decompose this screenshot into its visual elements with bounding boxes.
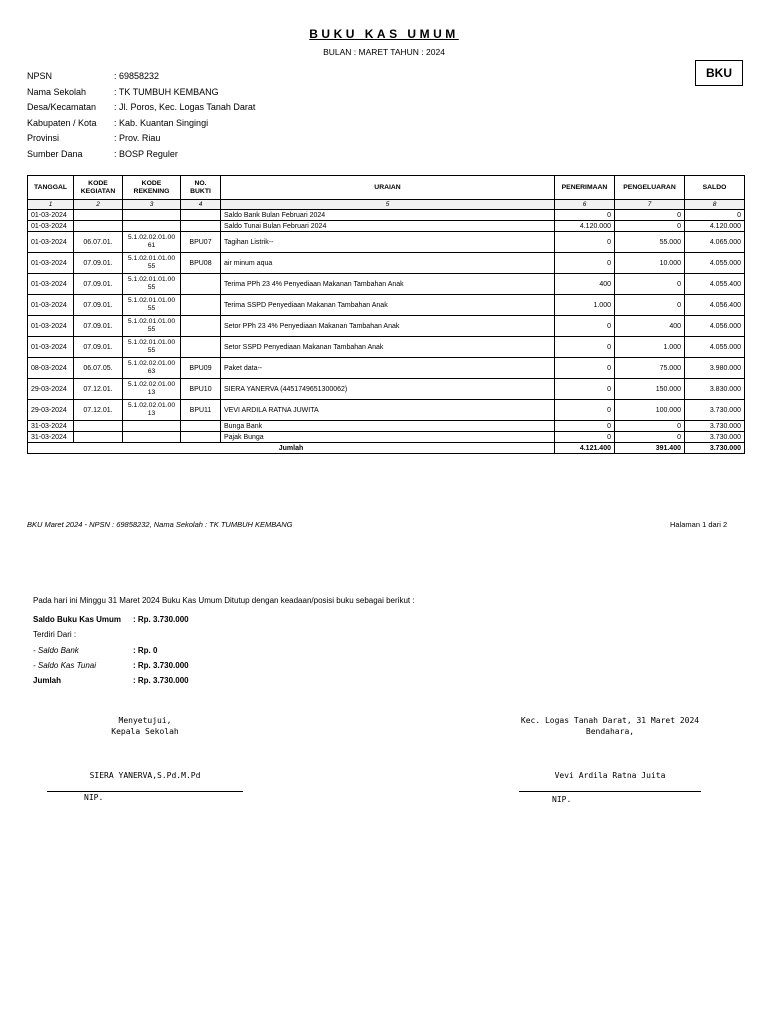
cell-bukti: BPU10 (181, 379, 221, 400)
cell-kegiatan: 07.12.01. (74, 379, 123, 400)
cell-saldo: 4.056.400 (685, 295, 745, 316)
info-value: : Jl. Poros, Kec. Logas Tanah Darat (114, 102, 256, 112)
cell-uraian: Paket data-- (221, 358, 555, 379)
principal-title: Kepala Sekolah (111, 727, 179, 736)
cell-penerimaan: 0 (555, 400, 615, 421)
cell-penerimaan: 0 (555, 358, 615, 379)
cell-uraian: SIERA YANERVA (4451749651300062) (221, 379, 555, 400)
total-saldo: 3.730.000 (685, 443, 745, 454)
cell-rekening (123, 421, 181, 432)
cell-tanggal: 01-03-2024 (28, 210, 74, 221)
cell-pengeluaran: 0 (615, 421, 685, 432)
table-row (28, 210, 745, 221)
cell-bukti: BPU08 (181, 253, 221, 274)
cell-saldo: 3.830.000 (685, 379, 745, 400)
school-info (27, 69, 255, 162)
saldo-tunai-label: - Saldo Kas Tunai (33, 661, 96, 670)
cell-kegiatan: 07.09.01. (74, 337, 123, 358)
cell-penerimaan: 0 (555, 253, 615, 274)
info-label: Kabupaten / Kota (27, 117, 97, 128)
table-row (28, 337, 745, 358)
jumlah-value: : Rp. 3.730.000 (133, 676, 189, 685)
saldo-bku-value: : Rp. 3.730.000 (133, 615, 189, 624)
cell-bukti (181, 432, 221, 443)
table-row (28, 253, 745, 274)
saldo-tunai-value: : Rp. 3.730.000 (133, 661, 189, 670)
cell-tanggal: 01-03-2024 (28, 232, 74, 253)
cell-kegiatan: 07.12.01. (74, 400, 123, 421)
cell-uraian: Terima PPh 23 4% Penyediaan Makanan Tambahan Anak (221, 274, 555, 295)
info-label: NPSN (27, 71, 53, 81)
header-row (28, 176, 745, 200)
cell-saldo: 3.980.000 (685, 358, 745, 379)
table-row (28, 432, 745, 443)
cell-tanggal: 29-03-2024 (28, 400, 74, 421)
table-row (28, 379, 745, 400)
cell-uraian: Setor PPh 23 4% Penyediaan Makanan Tambahan Anak (221, 316, 555, 337)
col-header-kode-rekening: KODE REKENING (123, 176, 181, 200)
treasurer-name: Vevi Ardila Ratna Juita (554, 771, 666, 780)
cell-pengeluaran: 55.000 (615, 232, 685, 253)
cell-rekening (123, 432, 181, 443)
cell-bukti (181, 274, 221, 295)
cell-bukti (181, 295, 221, 316)
table-row (28, 421, 745, 432)
table-row (28, 295, 745, 316)
cell-saldo: 4.055.400 (685, 274, 745, 295)
cell-pengeluaran: 100.000 (615, 400, 685, 421)
saldo-bank-value: : Rp. 0 (133, 646, 158, 655)
cell-pengeluaran: 0 (615, 274, 685, 295)
cell-bukti (181, 421, 221, 432)
bku-badge: BKU (695, 60, 743, 86)
saldo-bank-label: - Saldo Bank (33, 646, 79, 655)
cell-tanggal: 31-03-2024 (28, 432, 74, 443)
cell-kegiatan: 06.07.05. (74, 358, 123, 379)
cell-pengeluaran: 400 (615, 316, 685, 337)
cell-saldo: 4.055.000 (685, 337, 745, 358)
col-number: 8 (685, 200, 745, 210)
table-row (28, 232, 745, 253)
info-value: : TK TUMBUH KEMBANG (114, 86, 219, 97)
cell-rekening: 5.1.02.01.01.00 55 (123, 316, 181, 337)
cell-penerimaan: 400 (555, 274, 615, 295)
info-label: Nama Sekolah (27, 86, 87, 97)
info-label: Provinsi (27, 133, 60, 143)
table-row (28, 221, 745, 232)
cell-penerimaan: 0 (555, 210, 615, 221)
cell-penerimaan: 0 (555, 316, 615, 337)
cell-kegiatan (74, 421, 123, 432)
document-subtitle: BULAN : MARET TAHUN : 2024 (323, 47, 445, 57)
col-number: 6 (555, 200, 615, 210)
saldo-bku-label: Saldo Buku Kas Umum (33, 615, 122, 624)
approval-label: Menyetujui, (118, 716, 172, 725)
cell-rekening: 5.1.02.02.01.00 13 (123, 379, 181, 400)
cell-tanggal: 01-03-2024 (28, 274, 74, 295)
cell-tanggal: 31-03-2024 (28, 421, 74, 432)
cell-tanggal: 01-03-2024 (28, 253, 74, 274)
cell-pengeluaran: 150.000 (615, 379, 685, 400)
cell-saldo: 4.055.000 (685, 253, 745, 274)
col-header-penerimaan: PENERIMAAN (555, 176, 615, 200)
cell-tanggal: 29-03-2024 (28, 379, 74, 400)
total-penerimaan: 4.121.400 (555, 443, 615, 454)
cell-kegiatan: 07.09.01. (74, 295, 123, 316)
cell-uraian: Terima SSPD Penyediaan Makanan Tambahan Anak (221, 295, 555, 316)
cell-rekening: 5.1.02.02.01.00 61 (123, 232, 181, 253)
cell-pengeluaran: 0 (615, 210, 685, 221)
cell-bukti (181, 337, 221, 358)
cell-rekening: 5.1.02.01.01.00 55 (123, 253, 181, 274)
info-value: : BOSP Reguler (114, 148, 178, 159)
col-number: 2 (74, 200, 123, 210)
col-header-uraian: URAIAN (221, 176, 555, 200)
principal-signature-line (47, 791, 243, 792)
table-row (28, 316, 745, 337)
cell-kegiatan: 07.09.01. (74, 316, 123, 337)
col-number: 1 (28, 200, 74, 210)
cell-pengeluaran: 1.000 (615, 337, 685, 358)
cell-uraian: Saldo Bank Bulan Februari 2024 (221, 210, 555, 221)
cell-saldo: 3.730.000 (685, 400, 745, 421)
table-row (28, 400, 745, 421)
col-number: 7 (615, 200, 685, 210)
total-row (28, 443, 745, 454)
cell-bukti (181, 210, 221, 221)
col-header-kode-kegiatan: KODE KEGIATAN (74, 176, 123, 200)
col-number: 5 (221, 200, 555, 210)
info-row-regency (27, 116, 255, 132)
cell-penerimaan: 4.120.000 (555, 221, 615, 232)
cell-uraian: Bunga Bank (221, 421, 555, 432)
col-header-pengeluaran: PENGELUARAN (615, 176, 685, 200)
cell-uraian: Pajak Bunga (221, 432, 555, 443)
cell-tanggal: 01-03-2024 (28, 337, 74, 358)
jumlah-label: Jumlah (33, 676, 62, 685)
col-header-saldo: SALDO (685, 176, 745, 200)
terdiri-label: Terdiri Dari : (33, 630, 77, 639)
total-pengeluaran: 391.400 (615, 443, 685, 454)
cell-saldo: 4.056.000 (685, 316, 745, 337)
cell-uraian: Setor SSPD Penyediaan Makanan Tambahan Anak (221, 337, 555, 358)
footer-note: BKU Maret 2024 - NPSN : 69858232, Nama Sekolah : TK TUMBUH KEMBANG (27, 520, 293, 529)
cell-uraian: Tagihan Listrik-- (221, 232, 555, 253)
cell-saldo: 4.120.000 (685, 221, 745, 232)
principal-name: SIERA YANERVA,S.Pd.M.Pd (89, 771, 201, 780)
cell-penerimaan: 0 (555, 337, 615, 358)
col-number: 3 (123, 200, 181, 210)
cell-bukti: BPU11 (181, 400, 221, 421)
cell-tanggal: 08-03-2024 (28, 358, 74, 379)
info-value: : Prov. Riau (114, 133, 161, 143)
table-row (28, 358, 745, 379)
principal-nip: NIP. (84, 793, 104, 802)
info-label: Sumber Dana (27, 148, 83, 159)
info-value: : Kab. Kuantan Singingi (114, 117, 209, 128)
cell-kegiatan: 07.09.01. (74, 253, 123, 274)
cell-tanggal: 01-03-2024 (28, 295, 74, 316)
cell-saldo: 4.065.000 (685, 232, 745, 253)
cell-uraian: air minum aqua (221, 253, 555, 274)
cell-penerimaan: 1.000 (555, 295, 615, 316)
cell-pengeluaran: 0 (615, 221, 685, 232)
cell-pengeluaran: 75.000 (615, 358, 685, 379)
col-header-tanggal: TANGGAL (28, 176, 74, 200)
cell-penerimaan: 0 (555, 232, 615, 253)
cell-rekening: 5.1.02.02.01.00 63 (123, 358, 181, 379)
cell-penerimaan: 0 (555, 432, 615, 443)
cell-kegiatan (74, 221, 123, 232)
cell-kegiatan (74, 210, 123, 221)
treasurer-nip: NIP. (552, 795, 572, 804)
cash-ledger-table (27, 175, 745, 454)
col-number: 4 (181, 200, 221, 210)
document-title: BUKU KAS UMUM (309, 27, 459, 41)
info-value: : 69858232 (114, 71, 160, 81)
cell-rekening: 5.1.02.02.01.00 13 (123, 400, 181, 421)
col-header-no-bukti: NO. BUKTI (181, 176, 221, 200)
info-row-fund-source (27, 147, 255, 163)
page-number: Halaman 1 dari 2 (670, 520, 728, 529)
cell-kegiatan: 06.07.01. (74, 232, 123, 253)
cell-pengeluaran: 10.000 (615, 253, 685, 274)
cell-rekening: 5.1.02.01.01.00 55 (123, 337, 181, 358)
cell-rekening (123, 221, 181, 232)
info-row-npsn (27, 69, 255, 85)
column-number-row (28, 200, 745, 210)
cell-bukti (181, 221, 221, 232)
cell-pengeluaran: 0 (615, 432, 685, 443)
info-row-school-name (27, 85, 255, 101)
cell-pengeluaran: 0 (615, 295, 685, 316)
closing-text: Pada hari ini Minggu 31 Maret 2024 Buku Kas Umum Ditutup dengan keadaan/posisi buku sebagai berikut : (33, 596, 415, 605)
treasurer-title: Bendahara, (585, 727, 635, 736)
treasurer-signature-line (519, 791, 701, 792)
cell-rekening (123, 210, 181, 221)
cell-penerimaan: 0 (555, 421, 615, 432)
info-label: Desa/Kecamatan (27, 102, 97, 112)
cell-tanggal: 01-03-2024 (28, 221, 74, 232)
table-row (28, 274, 745, 295)
cell-uraian: VEVI ARDILA RATNA JUWITA (221, 400, 555, 421)
cell-tanggal: 01-03-2024 (28, 316, 74, 337)
cell-bukti: BPU07 (181, 232, 221, 253)
cell-rekening: 5.1.02.01.01.00 55 (123, 274, 181, 295)
cell-bukti: BPU09 (181, 358, 221, 379)
cell-saldo: 0 (685, 210, 745, 221)
cell-penerimaan: 0 (555, 379, 615, 400)
cell-saldo: 3.730.000 (685, 421, 745, 432)
total-label: Jumlah (28, 443, 555, 454)
cell-rekening: 5.1.02.01.01.00 55 (123, 295, 181, 316)
cell-bukti (181, 316, 221, 337)
info-row-province (27, 131, 255, 147)
cell-kegiatan (74, 432, 123, 443)
place-date: Kec. Logas Tanah Darat, 31 Maret 2024 (520, 716, 700, 725)
cell-saldo: 3.730.000 (685, 432, 745, 443)
info-row-district (27, 100, 255, 116)
cell-kegiatan: 07.09.01. (74, 274, 123, 295)
cell-uraian: Saldo Tunai Bulan Februari 2024 (221, 221, 555, 232)
